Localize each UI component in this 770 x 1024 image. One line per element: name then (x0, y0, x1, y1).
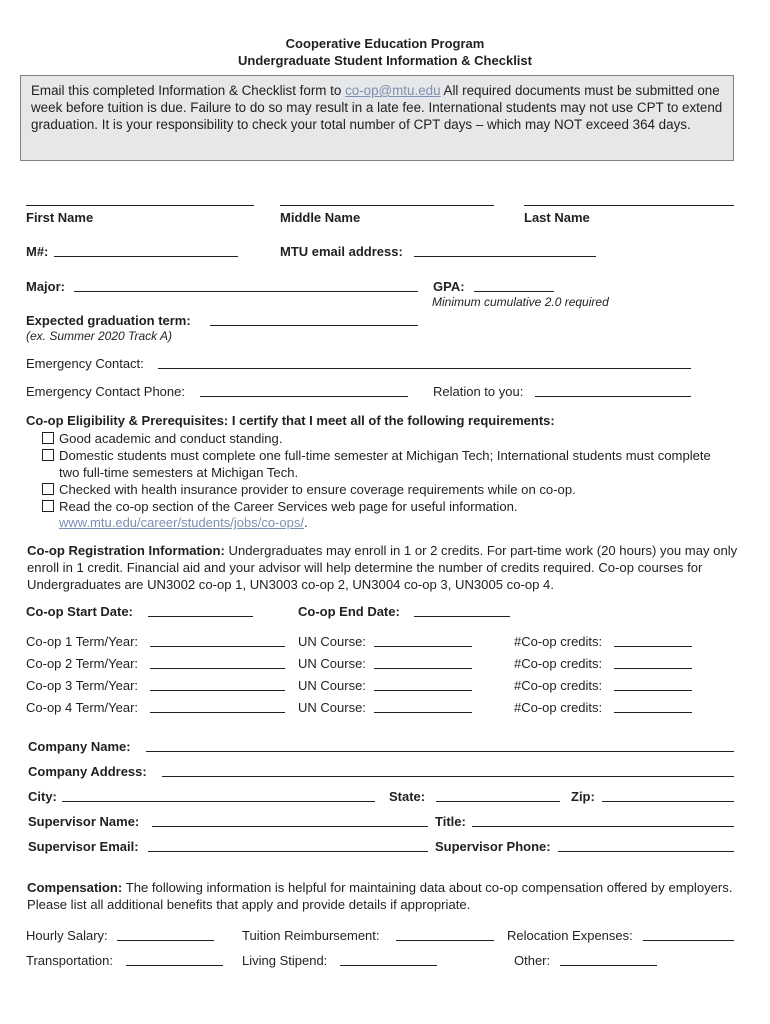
coop2-course-label: UN Course: (298, 656, 366, 671)
end-date-field[interactable] (414, 616, 510, 617)
coop1-credits-field[interactable] (614, 646, 692, 647)
coop3-credits-field[interactable] (614, 690, 692, 691)
coop2-credits-label: #Co-op credits: (514, 656, 603, 671)
eligibility-item-text: Good academic and conduct standing. (59, 431, 283, 446)
form-subtitle: Undergraduate Student Information & Checklist (238, 53, 532, 68)
coop1-course-label: UN Course: (298, 634, 366, 649)
first-name-field[interactable] (26, 205, 254, 206)
company-address-field[interactable] (162, 776, 734, 777)
compensation-heading: Compensation: (27, 880, 123, 895)
notice-text-start: Email this completed Information & Checklist form to (31, 83, 346, 98)
checkbox[interactable] (42, 500, 54, 512)
company-name-label: Company Name: (28, 739, 131, 754)
career-services-link[interactable]: www.mtu.edu/career/students/jobs/co-ops/ (59, 515, 304, 530)
tuition-field[interactable] (396, 940, 494, 941)
emergency-phone-field[interactable] (200, 396, 408, 397)
coop4-term-field[interactable] (150, 712, 285, 713)
compensation-paragraph (27, 879, 737, 913)
hourly-salary-field[interactable] (117, 940, 214, 941)
mtu-email-label: MTU email address: (280, 244, 403, 259)
coop3-term-field[interactable] (150, 690, 285, 691)
notice-text-rest: All required documents must be submitted one week before tuition is due. Failure to do so may result in a late fee. International students may not use CPT to extend graduation. It is your responsibility to check your total number of CPT days – which may NOT exceed 364 days. (31, 83, 723, 132)
eligibility-item[interactable] (42, 481, 732, 498)
supervisor-title-field[interactable] (472, 826, 734, 827)
registration-heading: Co-op Registration Information: (27, 543, 225, 558)
coop4-credits-field[interactable] (614, 712, 692, 713)
supervisor-name-field[interactable] (152, 826, 428, 827)
gpa-field[interactable] (474, 291, 554, 292)
eligibility-heading: Co-op Eligibility & Prerequisites: I certify that I meet all of the following requirements: (26, 413, 555, 428)
coop2-credits-field[interactable] (614, 668, 692, 669)
grad-term-label: Expected graduation term: (26, 313, 191, 328)
coop1-credits-label: #Co-op credits: (514, 634, 603, 649)
relocation-field[interactable] (643, 940, 734, 941)
state-label: State: (389, 789, 426, 804)
coop4-course-label: UN Course: (298, 700, 366, 715)
coop4-term-label: Co-op 4 Term/Year: (26, 700, 139, 715)
zip-field[interactable] (602, 801, 734, 802)
coop3-credits-label: #Co-op credits: (514, 678, 603, 693)
m-number-label: M#: (26, 244, 49, 259)
company-name-field[interactable] (146, 751, 734, 752)
mtu-email-field[interactable] (414, 256, 596, 257)
company-address-label: Company Address: (28, 764, 147, 779)
eligibility-item-text: Checked with health insurance provider to ensure coverage requirements while on co-op. (59, 482, 576, 497)
coop1-term-field[interactable] (150, 646, 285, 647)
career-link-suffix: . (303, 515, 308, 530)
middle-name-label: Middle Name (280, 210, 361, 225)
eligibility-item[interactable] (42, 430, 732, 447)
other-field[interactable] (560, 965, 657, 966)
relation-label: Relation to you: (433, 384, 524, 399)
grad-term-field[interactable] (210, 325, 418, 326)
last-name-field[interactable] (524, 205, 734, 206)
supervisor-name-label: Supervisor Name: (28, 814, 140, 829)
supervisor-phone-field[interactable] (558, 851, 734, 852)
gpa-label: GPA: (433, 279, 465, 294)
registration-paragraph (27, 542, 742, 593)
coop4-credits-label: #Co-op credits: (514, 700, 603, 715)
supervisor-email-label: Supervisor Email: (28, 839, 139, 854)
major-label: Major: (26, 279, 65, 294)
major-field[interactable] (74, 291, 418, 292)
checkbox[interactable] (42, 449, 54, 461)
relation-field[interactable] (535, 396, 691, 397)
checkbox[interactable] (42, 432, 54, 444)
state-field[interactable] (436, 801, 560, 802)
supervisor-phone-label: Supervisor Phone: (435, 839, 551, 854)
relocation-label: Relocation Expenses: (507, 928, 633, 943)
coop2-course-field[interactable] (374, 668, 472, 669)
m-number-field[interactable] (54, 256, 238, 257)
eligibility-item[interactable] (42, 498, 732, 515)
eligibility-item[interactable] (42, 447, 732, 481)
first-name-label: First Name (26, 210, 94, 225)
grad-term-hint: (ex. Summer 2020 Track A) (26, 329, 173, 343)
coop4-course-field[interactable] (374, 712, 472, 713)
other-label: Other: (514, 953, 551, 968)
transportation-field[interactable] (126, 965, 223, 966)
living-stipend-field[interactable] (340, 965, 437, 966)
tuition-label: Tuition Reimbursement: (242, 928, 380, 943)
notice-box (20, 75, 734, 161)
coop2-term-label: Co-op 2 Term/Year: (26, 656, 139, 671)
checkbox[interactable] (42, 483, 54, 495)
coop2-term-field[interactable] (150, 668, 285, 669)
emergency-contact-field[interactable] (158, 368, 691, 369)
middle-name-field[interactable] (280, 205, 494, 206)
registration-text: Undergraduates may enroll in 1 or 2 credits. For part-time work (20 hours) you may only enroll in 1 credit. Financial aid and your advisor will help determine the number of credits required. Co-op courses for Undergraduates are UN3002 co-op 1, UN3003 co-op 2, UN3004 co-op 3, UN3005 co-op 4. (27, 543, 738, 592)
coop3-course-field[interactable] (374, 690, 472, 691)
living-stipend-label: Living Stipend: (242, 953, 328, 968)
emergency-phone-label: Emergency Contact Phone: (26, 384, 185, 399)
coop3-term-label: Co-op 3 Term/Year: (26, 678, 139, 693)
city-field[interactable] (62, 801, 375, 802)
career-link-line (59, 515, 308, 530)
supervisor-title-label: Title: (435, 814, 466, 829)
compensation-text: The following information is helpful for maintaining data about co-op compensation offered by employers. Please list all additional benefits that apply and provide details if appropriate. (27, 880, 733, 912)
hourly-salary-label: Hourly Salary: (26, 928, 108, 943)
end-date-label: Co-op End Date: (298, 604, 400, 619)
city-label: City: (28, 789, 57, 804)
supervisor-email-field[interactable] (148, 851, 428, 852)
gpa-hint: Minimum cumulative 2.0 required (432, 295, 609, 309)
eligibility-item-text: Domestic students must complete one full-time semester at Michigan Tech; International students must complete two full-time semesters at Michigan Tech. (59, 448, 711, 480)
start-date-field[interactable] (148, 616, 253, 617)
start-date-label: Co-op Start Date: (26, 604, 133, 619)
coop3-course-label: UN Course: (298, 678, 366, 693)
zip-label: Zip: (571, 789, 595, 804)
emergency-contact-label: Emergency Contact: (26, 356, 144, 371)
last-name-label: Last Name (524, 210, 590, 225)
coop-email-link[interactable]: co-op@mtu.edu (345, 83, 441, 98)
coop1-term-label: Co-op 1 Term/Year: (26, 634, 139, 649)
coop1-course-field[interactable] (374, 646, 472, 647)
eligibility-item-text: Read the co-op section of the Career Services web page for useful information. (59, 499, 518, 514)
transportation-label: Transportation: (26, 953, 113, 968)
form-title: Cooperative Education Program (285, 36, 485, 51)
